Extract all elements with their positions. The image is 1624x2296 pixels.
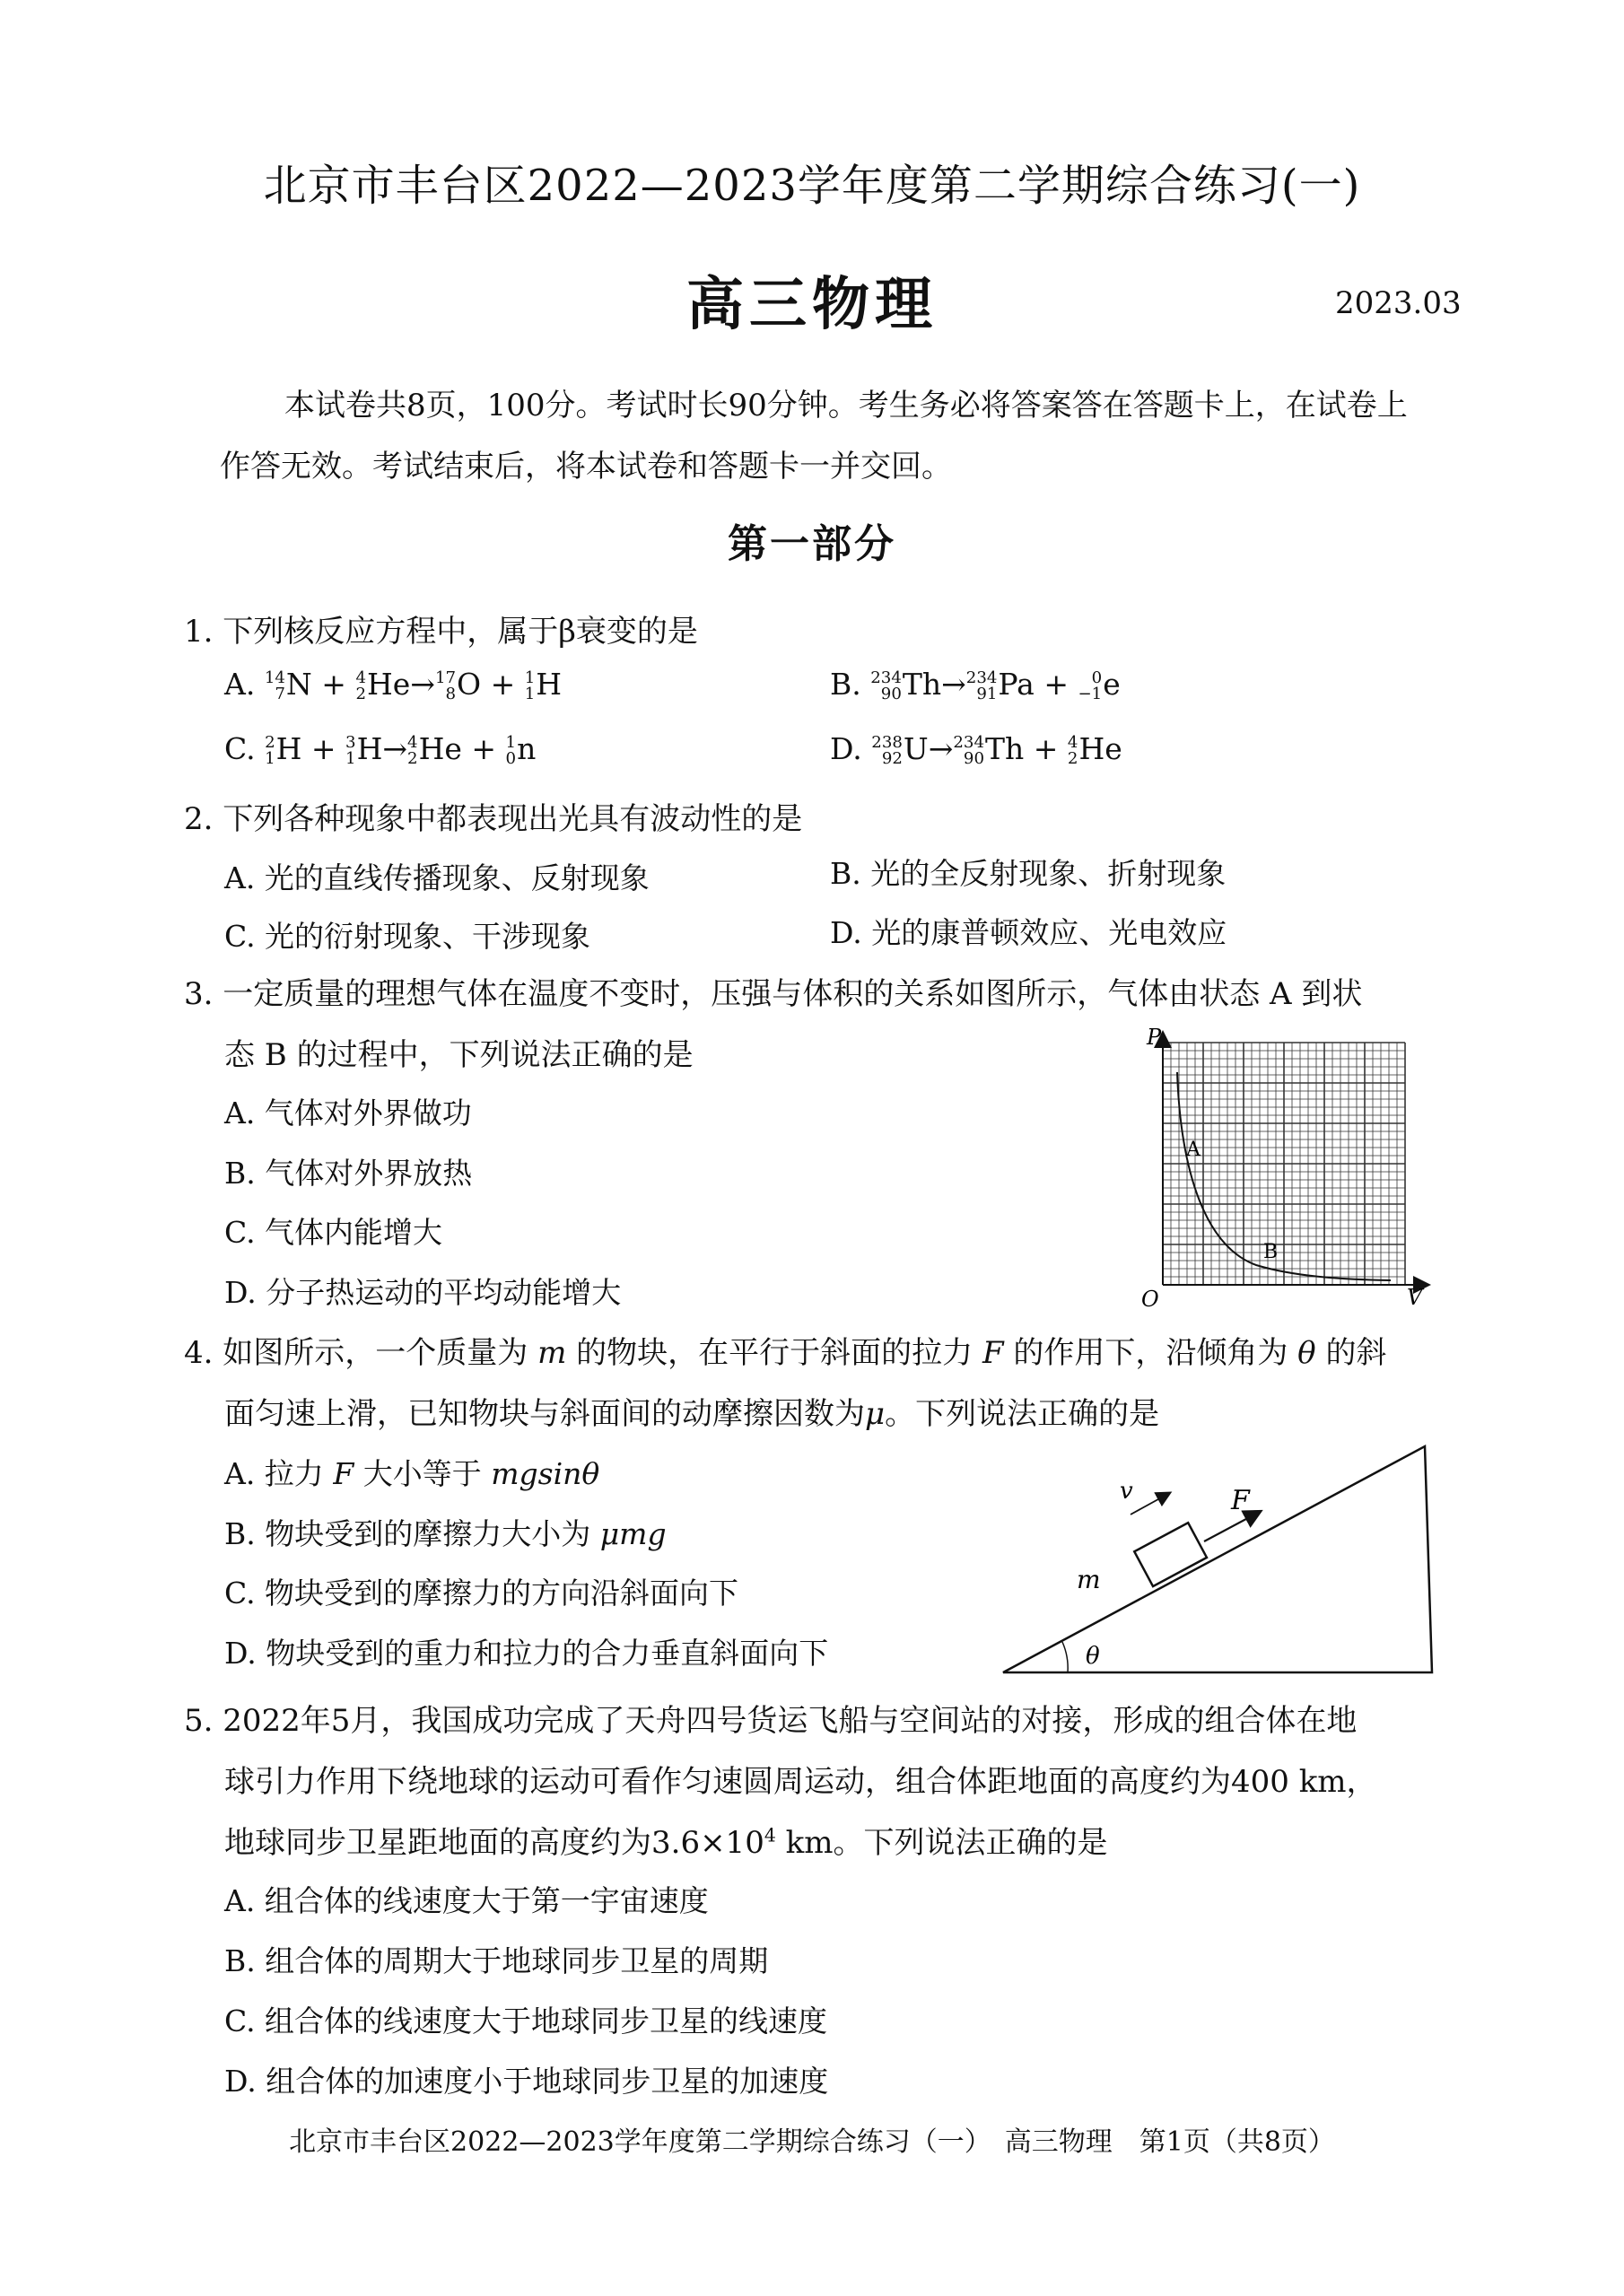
q4-option-a-expr: mgsinθ [491,1456,600,1491]
q4-option-b-text: B. 物块受到的摩擦力大小为 [224,1516,591,1551]
exam-title: 北京市丰台区2022—2023学年度第二学期综合练习(一) [263,161,1361,211]
q1-option-b [830,667,1121,703]
q5-option-a: A. 组合体的线速度大于第一宇宙速度 [224,1883,709,1918]
q2-option-b: B. 光的全反射现象、折射现象 [830,856,1227,891]
q4-text: 的斜 [1325,1335,1387,1371]
q4-text: 面匀速上滑，已知物块与斜面间的动摩擦因数为 [224,1396,865,1432]
q3-option-b: B. 气体对外界放热 [224,1156,473,1191]
p-axis-label: P [1147,1025,1162,1050]
q4-stem-line2 [224,1389,1159,1433]
q3-option-c: C. 气体内能增大 [224,1215,443,1250]
velocity-arrow [1131,1495,1166,1515]
instructions: 本试卷共8页，100分。考试时长90分钟。考生务必将答案答在答题卡上，在试卷上作答无效。考试结束后，将本试卷和答题卡一并交回。 [220,388,1408,485]
force-f-arrow [1204,1514,1256,1541]
q4-text: 的作用下，沿倾角为 [1013,1335,1288,1371]
q5-option-c: C. 组合体的线速度大于地球同步卫星的线速度 [224,2004,828,2038]
q1-option-d-label: D. [830,731,862,766]
q2-option-c: C. 光的衍射现象、干涉现象 [224,919,591,954]
q2-option-d: D. 光的康普顿效应、光电效应 [830,915,1227,950]
q4-option-a [224,1451,599,1493]
page-footer: 北京市丰台区2022—2023学年度第二学期综合练习（一） 高三物理 第1页（共8页） [289,2126,1335,2158]
incline-triangle [1003,1446,1432,1672]
q5-exponent: 4 [764,1824,776,1846]
q4-var-m: m [537,1335,567,1371]
q4-text: 的物块，在平行于斜面的拉力 [576,1335,974,1371]
graph-grid [1163,1043,1405,1285]
q3-option-a: A. 气体对外界做功 [224,1096,472,1131]
q4-var-theta: θ [1297,1335,1316,1371]
q1-option-d [830,731,1122,767]
section-title: 第一部分 [728,521,896,567]
origin-label: O [1141,1287,1159,1310]
q4-option-b-expr: μmg [599,1516,667,1551]
block [1134,1523,1207,1586]
q3-stem-line2: 态 B 的过程中，下列说法正确的是 [224,1037,694,1073]
v-axis-label: V [1407,1285,1423,1310]
q1-option-c-label: C. [224,731,256,766]
q5-line3-text: 地球同步卫星距地面的高度约为3.6×10 [224,1825,764,1861]
q3-stem-line1: 3. 一定质量的理想气体在温度不变时，压强与体积的关系如图所示，气体由状态 A 到状 [184,976,1363,1012]
q4-option-a-text: A. 拉力 [224,1456,324,1491]
q1-stem: 1. 下列核反应方程中，属于β衰变的是 [184,614,698,650]
pv-graph [1122,1023,1445,1310]
q4-option-a-text: 大小等于 [362,1456,482,1491]
q1-option-c-equation: 2 1 H + 3 1 H→ 4 2 He + 1 0 n [265,731,537,768]
subject-title: 高三物理 [686,271,938,338]
mass-label: m [1077,1565,1101,1594]
q2-stem: 2. 下列各种现象中都表现出光具有波动性的是 [184,801,803,837]
q4-var-mu: μ [865,1396,886,1432]
point-a-label: A [1186,1139,1201,1161]
q4-option-d: D. 物块受到的重力和拉力的合力垂直斜面向下 [224,1636,829,1671]
angle-label: θ [1086,1643,1100,1670]
q5-option-d: D. 组合体的加速度小于地球同步卫星的加速度 [224,2064,829,2099]
q1-option-d-equation: 238 92 U→ 234 90 Th + 4 2 He [871,731,1122,768]
q5-line1: 5. 2022年5月，我国成功完成了天舟四号货运飞船与空间站的对接，形成的组合体在地 [184,1703,1358,1739]
q1-option-b-equation: 234 90 Th→ 234 91 Pa + 0 −1 e [870,667,1121,703]
q4-option-a-var: F [333,1456,354,1491]
q4-option-c: C. 物块受到的摩擦力的方向沿斜面向下 [224,1576,739,1611]
exam-date: 2023.03 [1335,285,1462,321]
q5-line3 [224,1818,1107,1862]
force-label: F [1231,1485,1250,1516]
velocity-label: v [1120,1478,1133,1505]
q5-line2: 球引力作用下绕地球的运动可看作匀速圆周运动，组合体距地面的高度约为400 km， [224,1764,1377,1800]
q5-line3-text: km。下列说法正确的是 [775,1825,1108,1861]
q5-option-b: B. 组合体的周期大于地球同步卫星的周期 [224,1943,769,1978]
q1-option-a-label: A. [224,667,256,702]
q3-option-d: D. 分子热运动的平均动能增大 [224,1275,622,1310]
q2-option-a: A. 光的直线传播现象、反射现象 [224,860,650,895]
q1-option-c [224,731,536,767]
angle-arc [1062,1642,1068,1672]
q1-option-b-label: B. [830,667,861,702]
q1-option-a [224,667,562,703]
q4-option-b [224,1511,667,1553]
q1-option-a-equation: 14 7 N + 4 2 He→ 17 8 O + 1 1 H [264,667,563,703]
incline-figure [996,1436,1445,1687]
q4-stem-line1 [184,1328,1386,1372]
q4-var-f: F [982,1335,1004,1371]
point-b-label: B [1263,1241,1279,1263]
q4-text: 。下列说法正确的是 [885,1396,1160,1432]
q4-text: 4. 如图所示，一个质量为 [184,1335,528,1371]
